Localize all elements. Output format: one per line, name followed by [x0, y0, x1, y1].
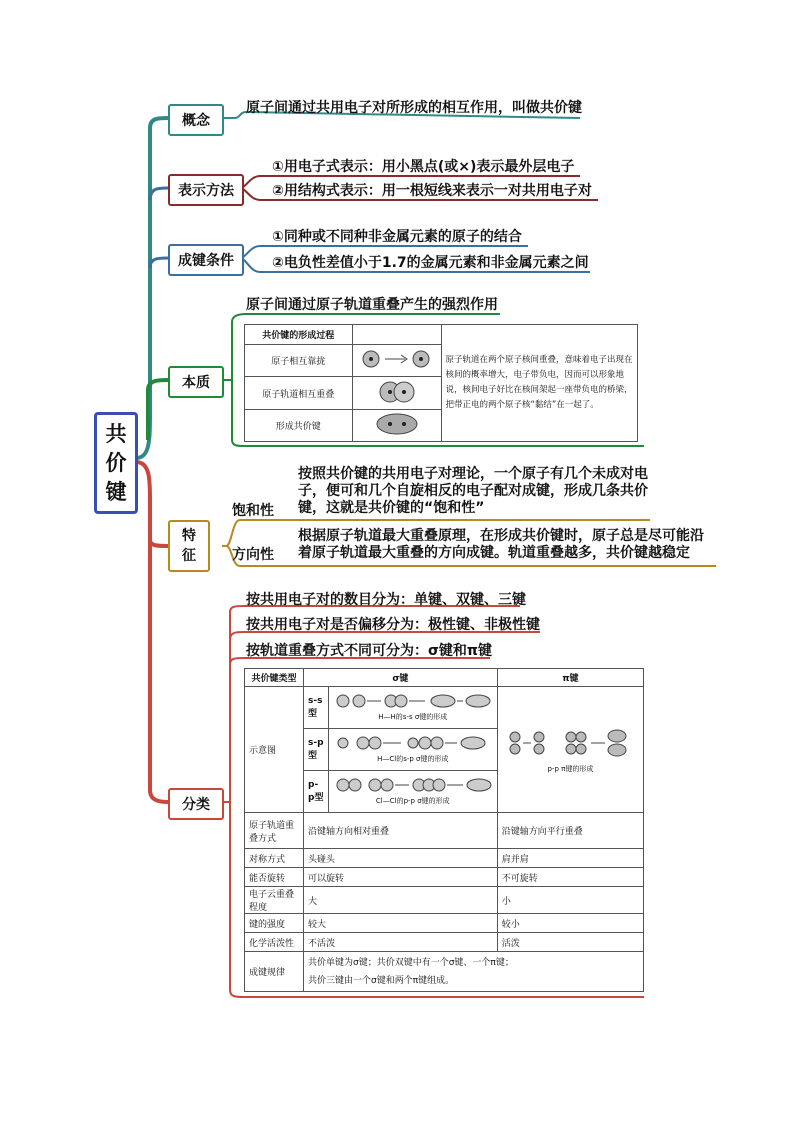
direction-text [298, 528, 704, 562]
representation-label: 表示方法 [178, 183, 234, 199]
concept-node [168, 104, 224, 136]
essence-text: 原子间通过原子轨道重叠产生的强烈作用 [246, 297, 498, 313]
representation-item: ②用结构式表示：用一根短线来表示一对共用电子对 [272, 183, 592, 199]
saturation-line: 键，这就是共价键的“饱和性” [298, 500, 485, 516]
conditions-item: ②电负性差值小于1.7的金属元素和非金属元素之间 [272, 255, 589, 271]
saturation-line: 子，便可和几个自旋相反的电子配对成键，形成几条共价 [298, 483, 648, 499]
sigma-value: 不活泼 [304, 933, 498, 952]
pp-sigma-diagram [328, 771, 497, 813]
formation-step: 原子相互靠拢 [245, 345, 353, 377]
pi-value: 沿键轴方向平行重叠 [497, 813, 643, 849]
subtype-name: s-p型 [304, 729, 329, 771]
classification-item: 按共用电子对的数目分为：单键、双键、三键 [246, 592, 526, 608]
rule-text [304, 952, 644, 992]
row-name: 原子轨道重叠方式 [245, 813, 304, 849]
pi-value: 不可旋转 [497, 868, 643, 887]
representation-node [168, 174, 244, 206]
essence-label: 本质 [182, 375, 210, 391]
row-name: 对称方式 [245, 849, 304, 868]
sigma-value: 大 [304, 887, 498, 914]
ss-sigma-diagram [328, 687, 497, 729]
saturation-label: 饱和性 [232, 503, 274, 519]
overlap-diagram [352, 377, 441, 409]
direction-label: 方向性 [232, 547, 274, 563]
sigma-value: 头碰头 [304, 849, 498, 868]
sigma-value: 可以旋转 [304, 868, 498, 887]
subtype-name: p-p型 [304, 771, 329, 813]
ss-caption: H—H的s-s σ键的形成 [378, 713, 448, 721]
col-header: 共价键类型 [245, 669, 304, 687]
pi-value: 小 [497, 887, 643, 914]
col-header: σ键 [304, 669, 498, 687]
formation-step: 形成共价键 [245, 409, 353, 441]
rule-line: 共价单键为σ键；共价双键中有一个σ键、一个π键； [308, 957, 514, 968]
row-name: 电子云重叠程度 [245, 887, 304, 914]
classification-item: 按轨道重叠方式不同可分为：σ键和π键 [246, 643, 492, 659]
classification-label: 分类 [182, 797, 210, 813]
direction-line: 着原子轨道最大重叠的方向成键。轨道重叠越多，共价键越稳定 [298, 545, 690, 561]
row-name: 化学活泼性 [245, 933, 304, 952]
pi-value: 较小 [497, 914, 643, 933]
pp-caption: Cl—Cl的p-p σ键的形成 [375, 797, 450, 805]
bond-formation-table [244, 324, 638, 442]
conditions-node [168, 244, 244, 276]
essence-node [168, 366, 224, 398]
root-topic [94, 412, 138, 514]
bond-diagram [352, 409, 441, 441]
sigma-pi-table [244, 668, 644, 992]
concept-text: 原子间通过共用电子对所形成的相互作用，叫做共价键 [246, 100, 582, 116]
direction-line: 根据原子轨道最大重叠原理，在形成共价键时，原子总是尽可能沿 [298, 528, 704, 544]
rule-line: 共价三键由一个σ键和两个π键组成。 [308, 975, 455, 986]
root-char: 价 [105, 450, 127, 475]
subtype-name: s-s型 [304, 687, 329, 729]
formation-table-header: 共价键的形成过程 [245, 325, 353, 345]
col-header: π键 [497, 669, 643, 687]
root-char: 键 [105, 479, 127, 504]
saturation-text [298, 466, 648, 517]
features-node [168, 520, 210, 572]
sp-caption: H—Cl的s-p σ键的形成 [377, 755, 449, 763]
sp-sigma-diagram [328, 729, 497, 771]
sigma-value: 沿键轴方向相对重叠 [304, 813, 498, 849]
conditions-label: 成键条件 [178, 253, 234, 269]
sigma-value: 较大 [304, 914, 498, 933]
concept-label: 概念 [182, 113, 210, 129]
conditions-item: ①同种或不同种非金属元素的原子的结合 [272, 229, 522, 245]
features-char: 特 [182, 528, 196, 544]
row-name: 能否旋转 [245, 868, 304, 887]
saturation-line: 按照共价键的共用电子对理论，一个原子有几个未成对电 [298, 466, 648, 482]
classification-node [168, 788, 224, 820]
features-char: 征 [182, 548, 196, 564]
formation-step: 原子轨道相互重叠 [245, 377, 353, 409]
root-char: 共 [105, 421, 127, 446]
classification-item: 按共用电子对是否偏移分为：极性键、非极性键 [246, 617, 540, 633]
pi-value: 活泼 [497, 933, 643, 952]
diagram-row-label: 示意图 [245, 687, 304, 813]
pi-value: 肩并肩 [497, 849, 643, 868]
representation-item: ①用电子式表示：用小黑点(或×)表示最外层电子 [272, 159, 575, 175]
formation-description: 原子轨道在两个原子核间重叠，意味着电子出现在核间的概率增大，电子带负电，因而可以形象地说，核间电子好比在核间架起一座带负电的桥梁，把带正电的两个原子核“黏结”在一起了。 [441, 325, 638, 442]
pi-caption: p-p π键的形成 [547, 765, 594, 773]
row-name: 键的强度 [245, 914, 304, 933]
pi-diagram [497, 687, 643, 813]
row-name: 成键规律 [245, 952, 304, 992]
approach-diagram [352, 345, 441, 377]
